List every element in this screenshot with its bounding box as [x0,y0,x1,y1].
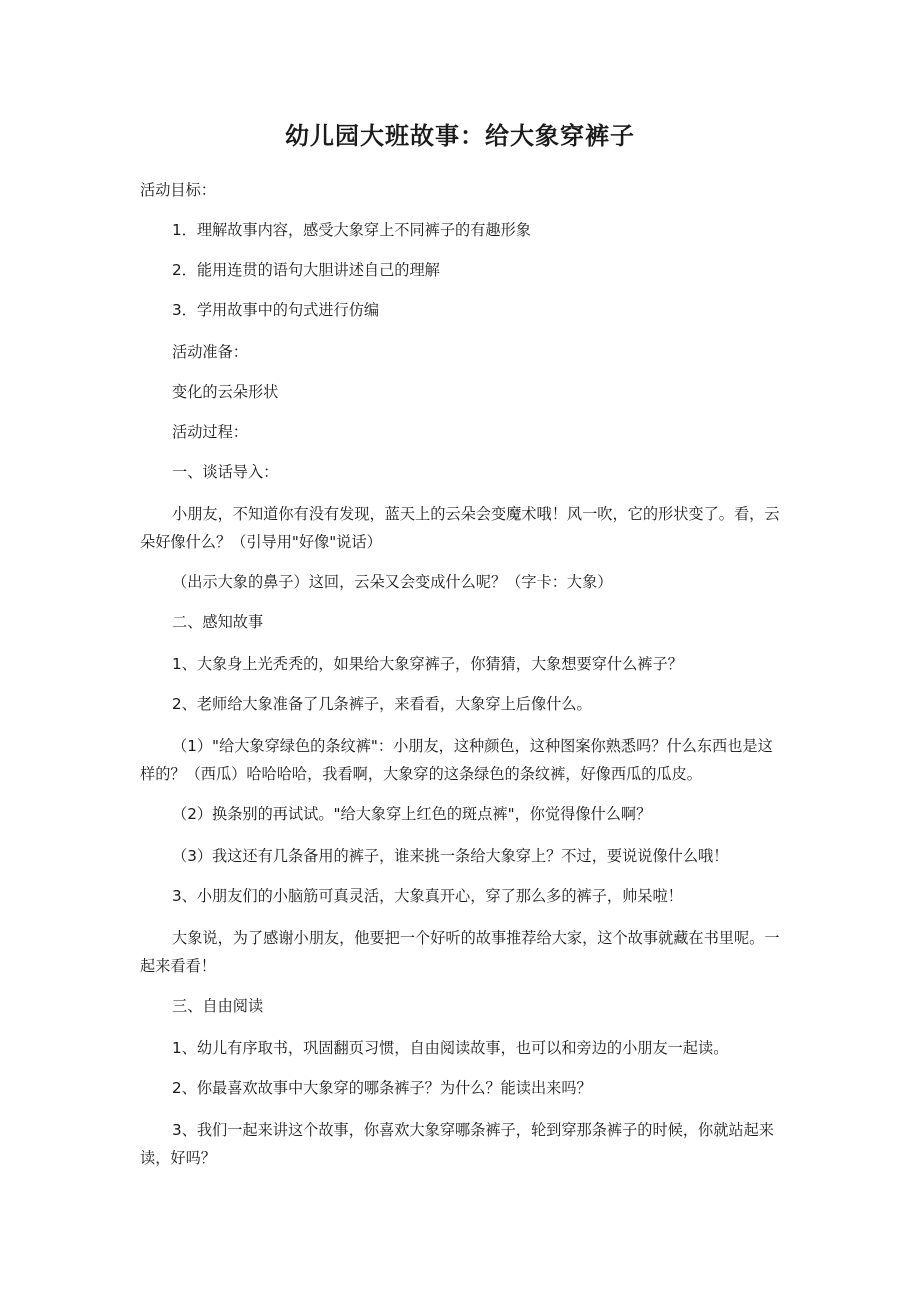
paragraph-prep-item: 变化的云朵形状 [172,383,279,401]
document-title: 幼儿园大班故事：给大象穿裤子 [285,121,635,150]
paragraph-process-heading: 活动过程： [172,423,248,441]
paragraph-goal-3: 3．学用故事中的句式进行仿编 [172,301,380,319]
paragraph-reading-1: 1、幼儿有序取书，巩固翻页习惯，自由阅读故事，也可以和旁边的小朋友一起读。 [172,1039,729,1057]
paragraph-section-3: 三、自由阅读 [172,997,264,1015]
paragraph-reading-3: 3、我们一起来讲这个故事，你喜欢大象穿哪条裤子，轮到穿那条裤子的时候，你就站起来读，好吗？ [140,1121,774,1167]
paragraph-goal-1: 1．理解故事内容，感受大象穿上不同裤子的有趣形象 [172,221,531,239]
paragraph-perceive-3: 3、小朋友们的小脑筋可真灵活，大象真开心，穿了那么多的裤子，帅呆啦！ [172,887,683,905]
paragraph-goals-heading: 活动目标： [140,181,216,199]
paragraph-elephant-nose: （出示大象的鼻子）这回，云朵又会变成什么呢？（字卡：大象） [172,573,613,591]
paragraph-prep-heading: 活动准备： [172,343,248,361]
paragraph-perceive-2: 2、老师给大象准备了几条裤子，来看看，大象穿上后像什么。 [172,695,592,713]
paragraph-green-pants: （1）"给大象穿绿色的条纹裤"：小朋友，这种颜色，这种图案你熟悉吗？什么东西也是这样的？（西瓜）哈哈哈哈，我看啊，大象穿的这条绿色的条纹裤，好像西瓜的瓜皮。 [140,737,773,783]
paragraph-red-pants: （2）换条别的再试试。"给大象穿上红色的斑点裤"，你觉得像什么啊？ [172,805,652,823]
paragraph-spare-pants: （3）我这还有几条备用的裤子，谁来挑一条给大象穿上？不过，要说说像什么哦！ [172,847,729,865]
paragraph-section-2: 二、感知故事 [172,613,264,631]
paragraph-intro-talk: 小朋友，不知道你有没有发现，蓝天上的云朵会变魔术哦！风一吹，它的形状变了。看，云朵好像什么？（引导用"好像"说话） [140,505,780,551]
paragraph-goal-2: 2．能用连贯的语句大胆讲述自己的理解 [172,261,440,279]
paragraph-reading-2: 2、你最喜欢故事中大象穿的哪条裤子？为什么？能读出来吗？ [172,1079,592,1097]
paragraph-elephant-thanks: 大象说，为了感谢小朋友，他要把一个好听的故事推荐给大家，这个故事就藏在书里呢。一起来看看！ [140,929,780,975]
paragraph-perceive-1: 1、大象身上光秃秃的，如果给大象穿裤子，你猜猜，大象想要穿什么裤子？ [172,655,683,673]
paragraph-section-1: 一、谈话导入： [172,463,279,481]
